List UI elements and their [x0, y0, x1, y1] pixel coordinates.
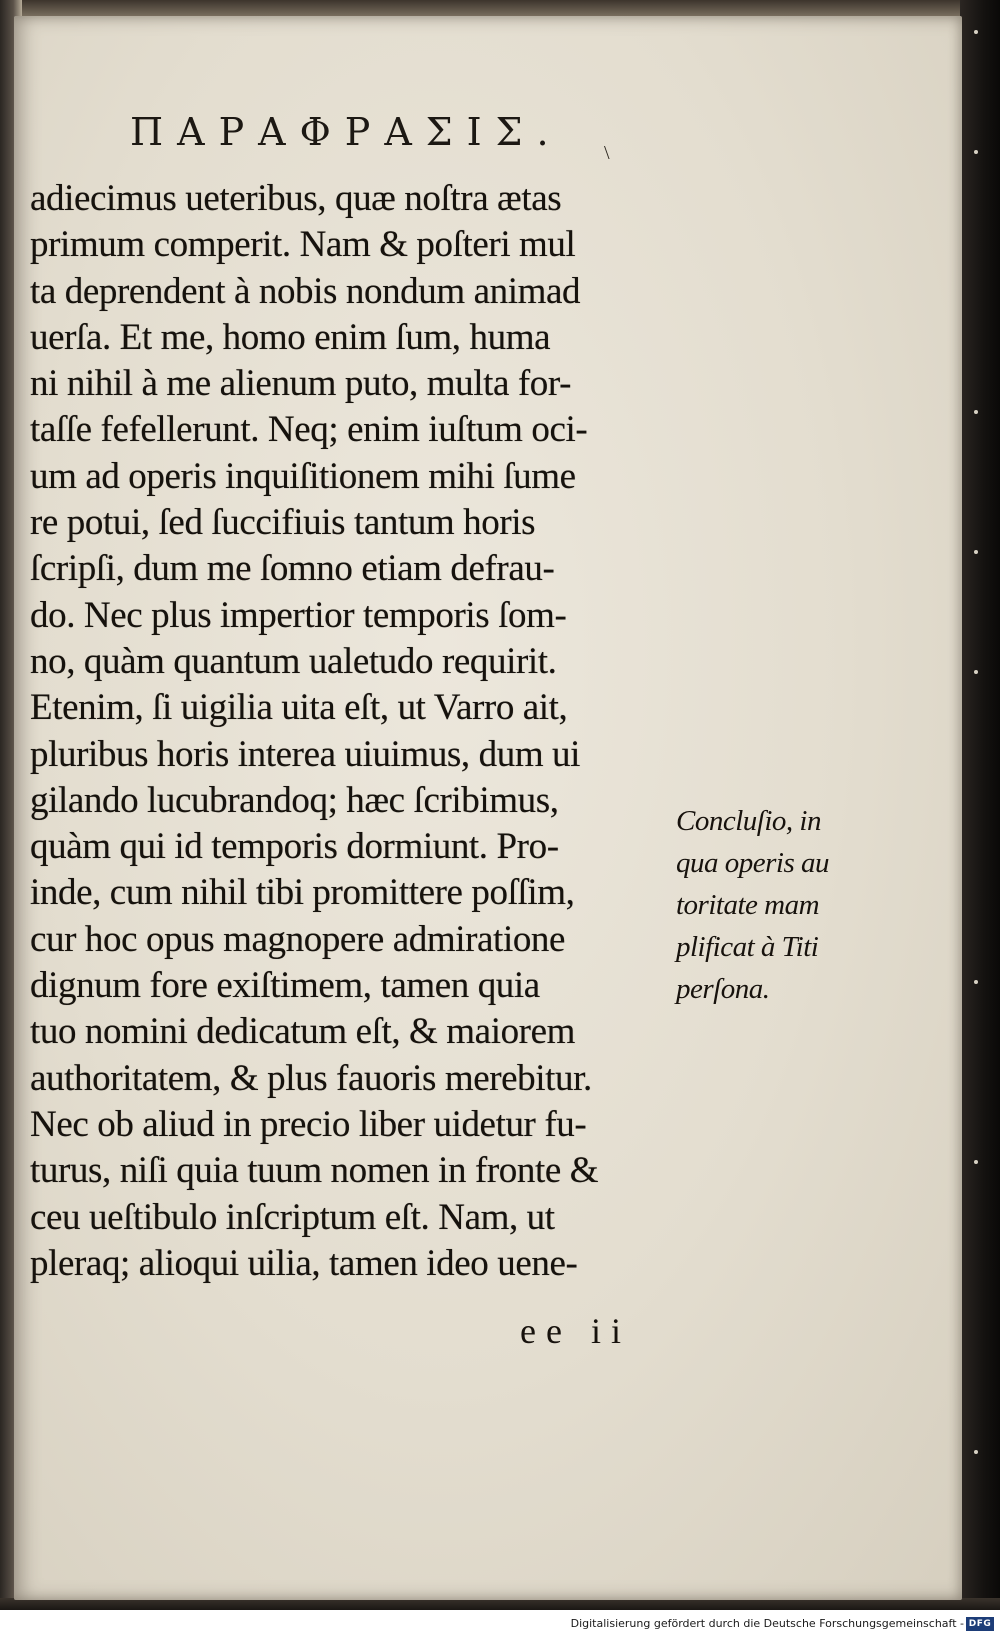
- dfg-logo: DFG: [966, 1617, 994, 1631]
- text-line: Nec ob aliud in precio liber uidetur fu-: [30, 1103, 587, 1145]
- funding-note: Digitalisierung gefördert durch die Deutsche Forschungsgemeinschaft -: [570, 1617, 964, 1630]
- text-line: ni nihil à me alienum puto, multa for-: [30, 363, 571, 405]
- signature-mark: ee ii: [520, 1311, 631, 1351]
- marginal-note-line: qua operis au: [676, 847, 829, 879]
- main-text-block: [30, 176, 680, 1287]
- text-line: gilando lucubrandoq; hæc ſcribimus,: [30, 779, 559, 821]
- text-line: Etenim, ſi uigilia uita eſt, ut Varro ait,: [30, 687, 568, 729]
- text-line: do. Nec plus impertior temporis ſom-: [30, 594, 567, 636]
- text-line: authoritatem, & plus fauoris merebitur.: [30, 1057, 592, 1099]
- marginal-note-line: perſona.: [676, 973, 770, 1005]
- running-head: ΠΑΡΑΦΡΑΣΙΣ.: [130, 110, 563, 154]
- text-line: tuo nomini dedicatum eſt, & maiorem: [30, 1011, 575, 1053]
- marginal-note-line: Concluſio, in: [676, 805, 821, 837]
- fore-edge-dots: [974, 30, 978, 1590]
- text-line: dignum fore exiſtimem, tamen quia: [30, 965, 540, 1007]
- text-line: cur hoc opus magnopere admiratione: [30, 918, 566, 960]
- text-line: ſcripſi, dum me ſomno etiam defrau-: [30, 548, 555, 590]
- text-line: inde, cum nihil tibi promittere poſſim,: [30, 872, 575, 914]
- text-line: adiecimus ueteribus, quæ noſtra ætas: [30, 178, 562, 219]
- text-line: uerſa. Et me, homo enim ſum, huma: [30, 316, 551, 358]
- text-line: taſſe fefellerunt. Neq; enim iuſtum oci-: [30, 409, 588, 451]
- text-line: um ad operis inquiſitionem mihi ſume: [30, 455, 576, 497]
- marginal-note: [676, 800, 866, 1010]
- text-line: quàm qui id temporis dormiunt. Pro-: [30, 826, 559, 868]
- text-line: no, quàm quantum ualetudo requirit.: [30, 640, 557, 682]
- marginal-note-line: toritate mam: [676, 889, 820, 921]
- head-tick-mark: \: [604, 142, 610, 164]
- text-line: pleraq; alioqui uilia, tamen ideo uene-: [30, 1242, 578, 1284]
- book-fore-edge: [960, 0, 1000, 1610]
- text-line: pluribus horis interea uiuimus, dum ui: [30, 733, 581, 775]
- text-line: ceu ueſtibulo inſcriptum eſt. Nam, ut: [30, 1196, 555, 1238]
- text-line: turus, niſi quia tuum nomen in fronte &: [30, 1150, 599, 1192]
- text-line: primum comperit. Nam & poſteri mul: [30, 224, 576, 266]
- text-line: ta deprendent à nobis nondum animad: [30, 270, 581, 312]
- marginal-note-line: plificat à Titi: [676, 931, 819, 963]
- text-line: re potui, ſed ſuccifiuis tantum horis: [30, 502, 536, 544]
